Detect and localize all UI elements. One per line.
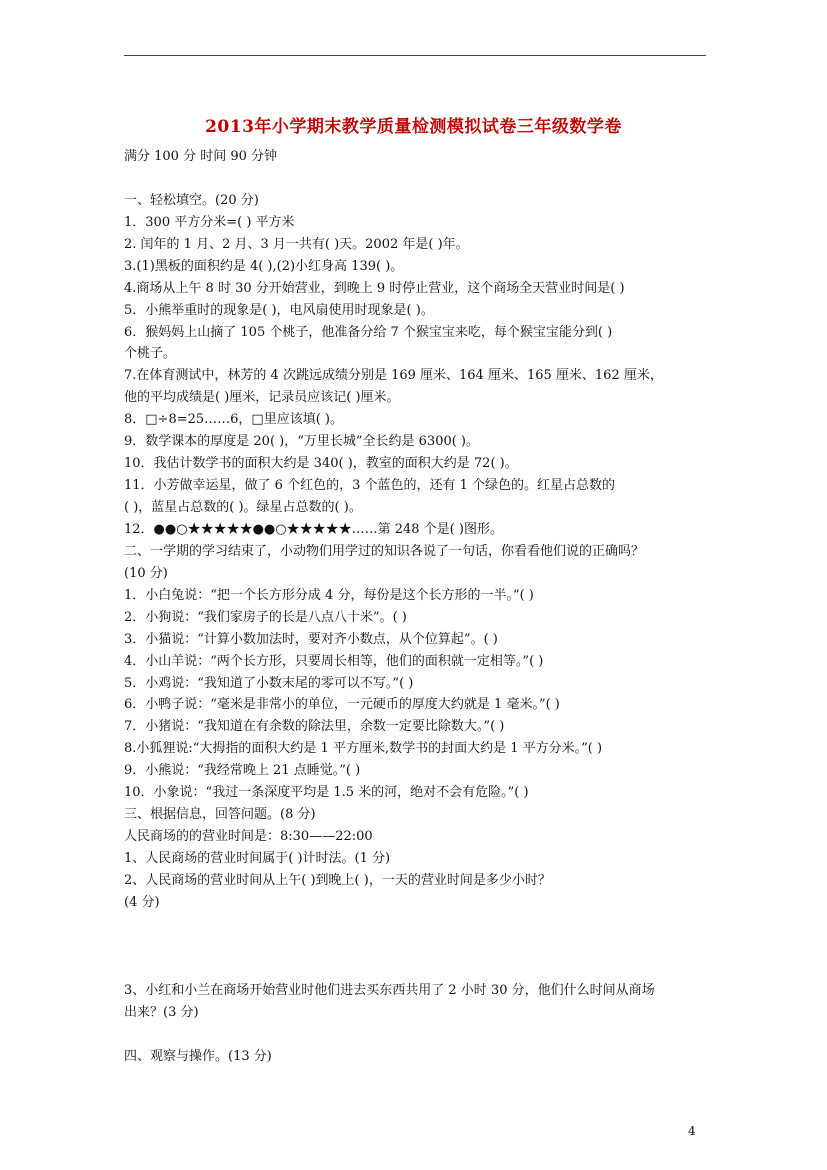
answer-space-2 — [124, 1024, 708, 1046]
q2-9: 9．小熊说：“我经常晚上 21 点睡觉。”( ) — [124, 763, 361, 779]
section-1-heading: 一、轻松填空。(20 分) — [124, 192, 259, 208]
q2-2: 2．小狗说：“我们家房子的长是八点八十米”。( ) — [124, 609, 407, 625]
section-2-heading: 二、一学期的学习结束了，小动物们用学过的知识各说了一句话，你看看他们说的正确吗？ — [124, 543, 645, 559]
q1-3: 3.(1)黑板的面积约是 4( ),(2)小红身高 139( )。 — [124, 258, 404, 274]
q1-1: 1．300 平方分米=( ) 平方米 — [124, 214, 295, 230]
q3-3: 3、小红和小兰在商场开始营业时他们进去买东西共用了 2 小时 30 分，他们什么时间从商场 — [124, 982, 655, 998]
q1-11: 11．小芳做幸运星，做了 6 个红色的，3 个蓝色的，还有 1 个绿色的。红星占总数的 — [124, 478, 616, 494]
q2-8: 8.小狐狸说:“大拇指的面积大约是 1 平方厘米,数学书的封面大约是 1 平方分米。”( ) — [124, 741, 603, 757]
blank-line — [124, 168, 708, 190]
page-number: 4 — [688, 1124, 696, 1138]
q2-5: 5．小鸡说：“我知道了小数末尾的零可以不写。”( ) — [124, 675, 414, 691]
q2-6: 6．小鸭子说：“毫米是非常小的单位，一元硬币的厚度大约就是 1 毫米。”( ) — [124, 697, 560, 713]
q1-2: 2. 闰年的 1 月、2 月、3 月一共有( )天。2002 年是( )年。 — [124, 236, 469, 252]
score-time-line: 满分 100 分 时间 90 分钟 — [124, 149, 278, 164]
q1-12: 12．●●○★★★★★●●○★★★★★……第 248 个是( )图形。 — [124, 521, 503, 537]
section-2-score: (10 分) — [124, 565, 168, 581]
q1-5: 5．小熊举重时的现象是( )，电风扇使用时现象是( )。 — [124, 302, 434, 318]
q1-6-cont: 个桃子。 — [124, 346, 177, 362]
exam-body — [124, 146, 708, 1068]
q1-8: 8．□÷8=25……6，□里应该填( )。 — [124, 412, 343, 428]
q2-4: 4．小山羊说：“两个长方形，只要周长相等，他们的面积就一定相等。”( ) — [124, 653, 544, 669]
q3-1: 1、人民商场的营业时间属于( )计时法。(1 分) — [124, 851, 391, 866]
section-4-heading: 四、观察与操作。(13 分) — [124, 1048, 272, 1064]
header-rule — [124, 55, 706, 56]
q2-10: 10．小象说：“我过一条深度平均是 1.5 米的河，绝对不会有危险。”( ) — [124, 785, 529, 801]
q1-9: 9．数学课本的厚度是 20( )，“万里长城”全长约是 6300( )。 — [124, 434, 480, 450]
q3-2-score: (4 分) — [124, 894, 160, 910]
section-3-heading: 三、根据信息，回答问题。(8 分) — [124, 807, 316, 823]
q1-10: 10．我估计数学书的面积大约是 340( )，教室的面积大约是 72( )。 — [124, 456, 518, 472]
q1-4: 4.商场从上午 8 时 30 分开始营业，到晚上 9 时停止营业，这个商场全天营业时间是( ) — [124, 280, 625, 296]
q3-3-cont: 出来？(3 分) — [124, 1004, 199, 1020]
q2-1: 1．小白兔说：“把一个长方形分成 4 分，每份是这个长方形的一半。”( ) — [124, 587, 534, 603]
q1-6: 6．猴妈妈上山摘了 105 个桃子，他准备分给 7 个猴宝宝来吃，每个猴宝宝能分到( ) — [124, 324, 613, 340]
store-hours-info: 人民商场的的营业时间是：8:30——22:00 — [124, 829, 373, 845]
q2-7: 7．小猪说：“我知道在有余数的除法里，余数一定要比除数大。”( ) — [124, 719, 505, 735]
q2-3: 3．小猫说：“计算小数加法时，要对齐小数点，从个位算起”。( ) — [124, 631, 498, 647]
q1-11-cont: ( )，蓝星占总数的( )。绿星占总数的( )。 — [124, 500, 362, 515]
exam-title: 2013年小学期末教学质量检测模拟试卷三年级数学卷 — [205, 117, 622, 137]
answer-space — [124, 914, 708, 980]
q1-7: 7.在体育测试中，林芳的 4 次跳远成绩分别是 169 厘米、164 厘米、165 厘米、162 厘米， — [124, 368, 663, 384]
q1-7-cont: 他的平均成绩是( )厘米，记录员应该记( )厘米。 — [124, 390, 400, 406]
q3-2: 2、人民商场的营业时间从上午( )到晚上( )，一天的营业时间是多少小时？ — [124, 872, 551, 888]
